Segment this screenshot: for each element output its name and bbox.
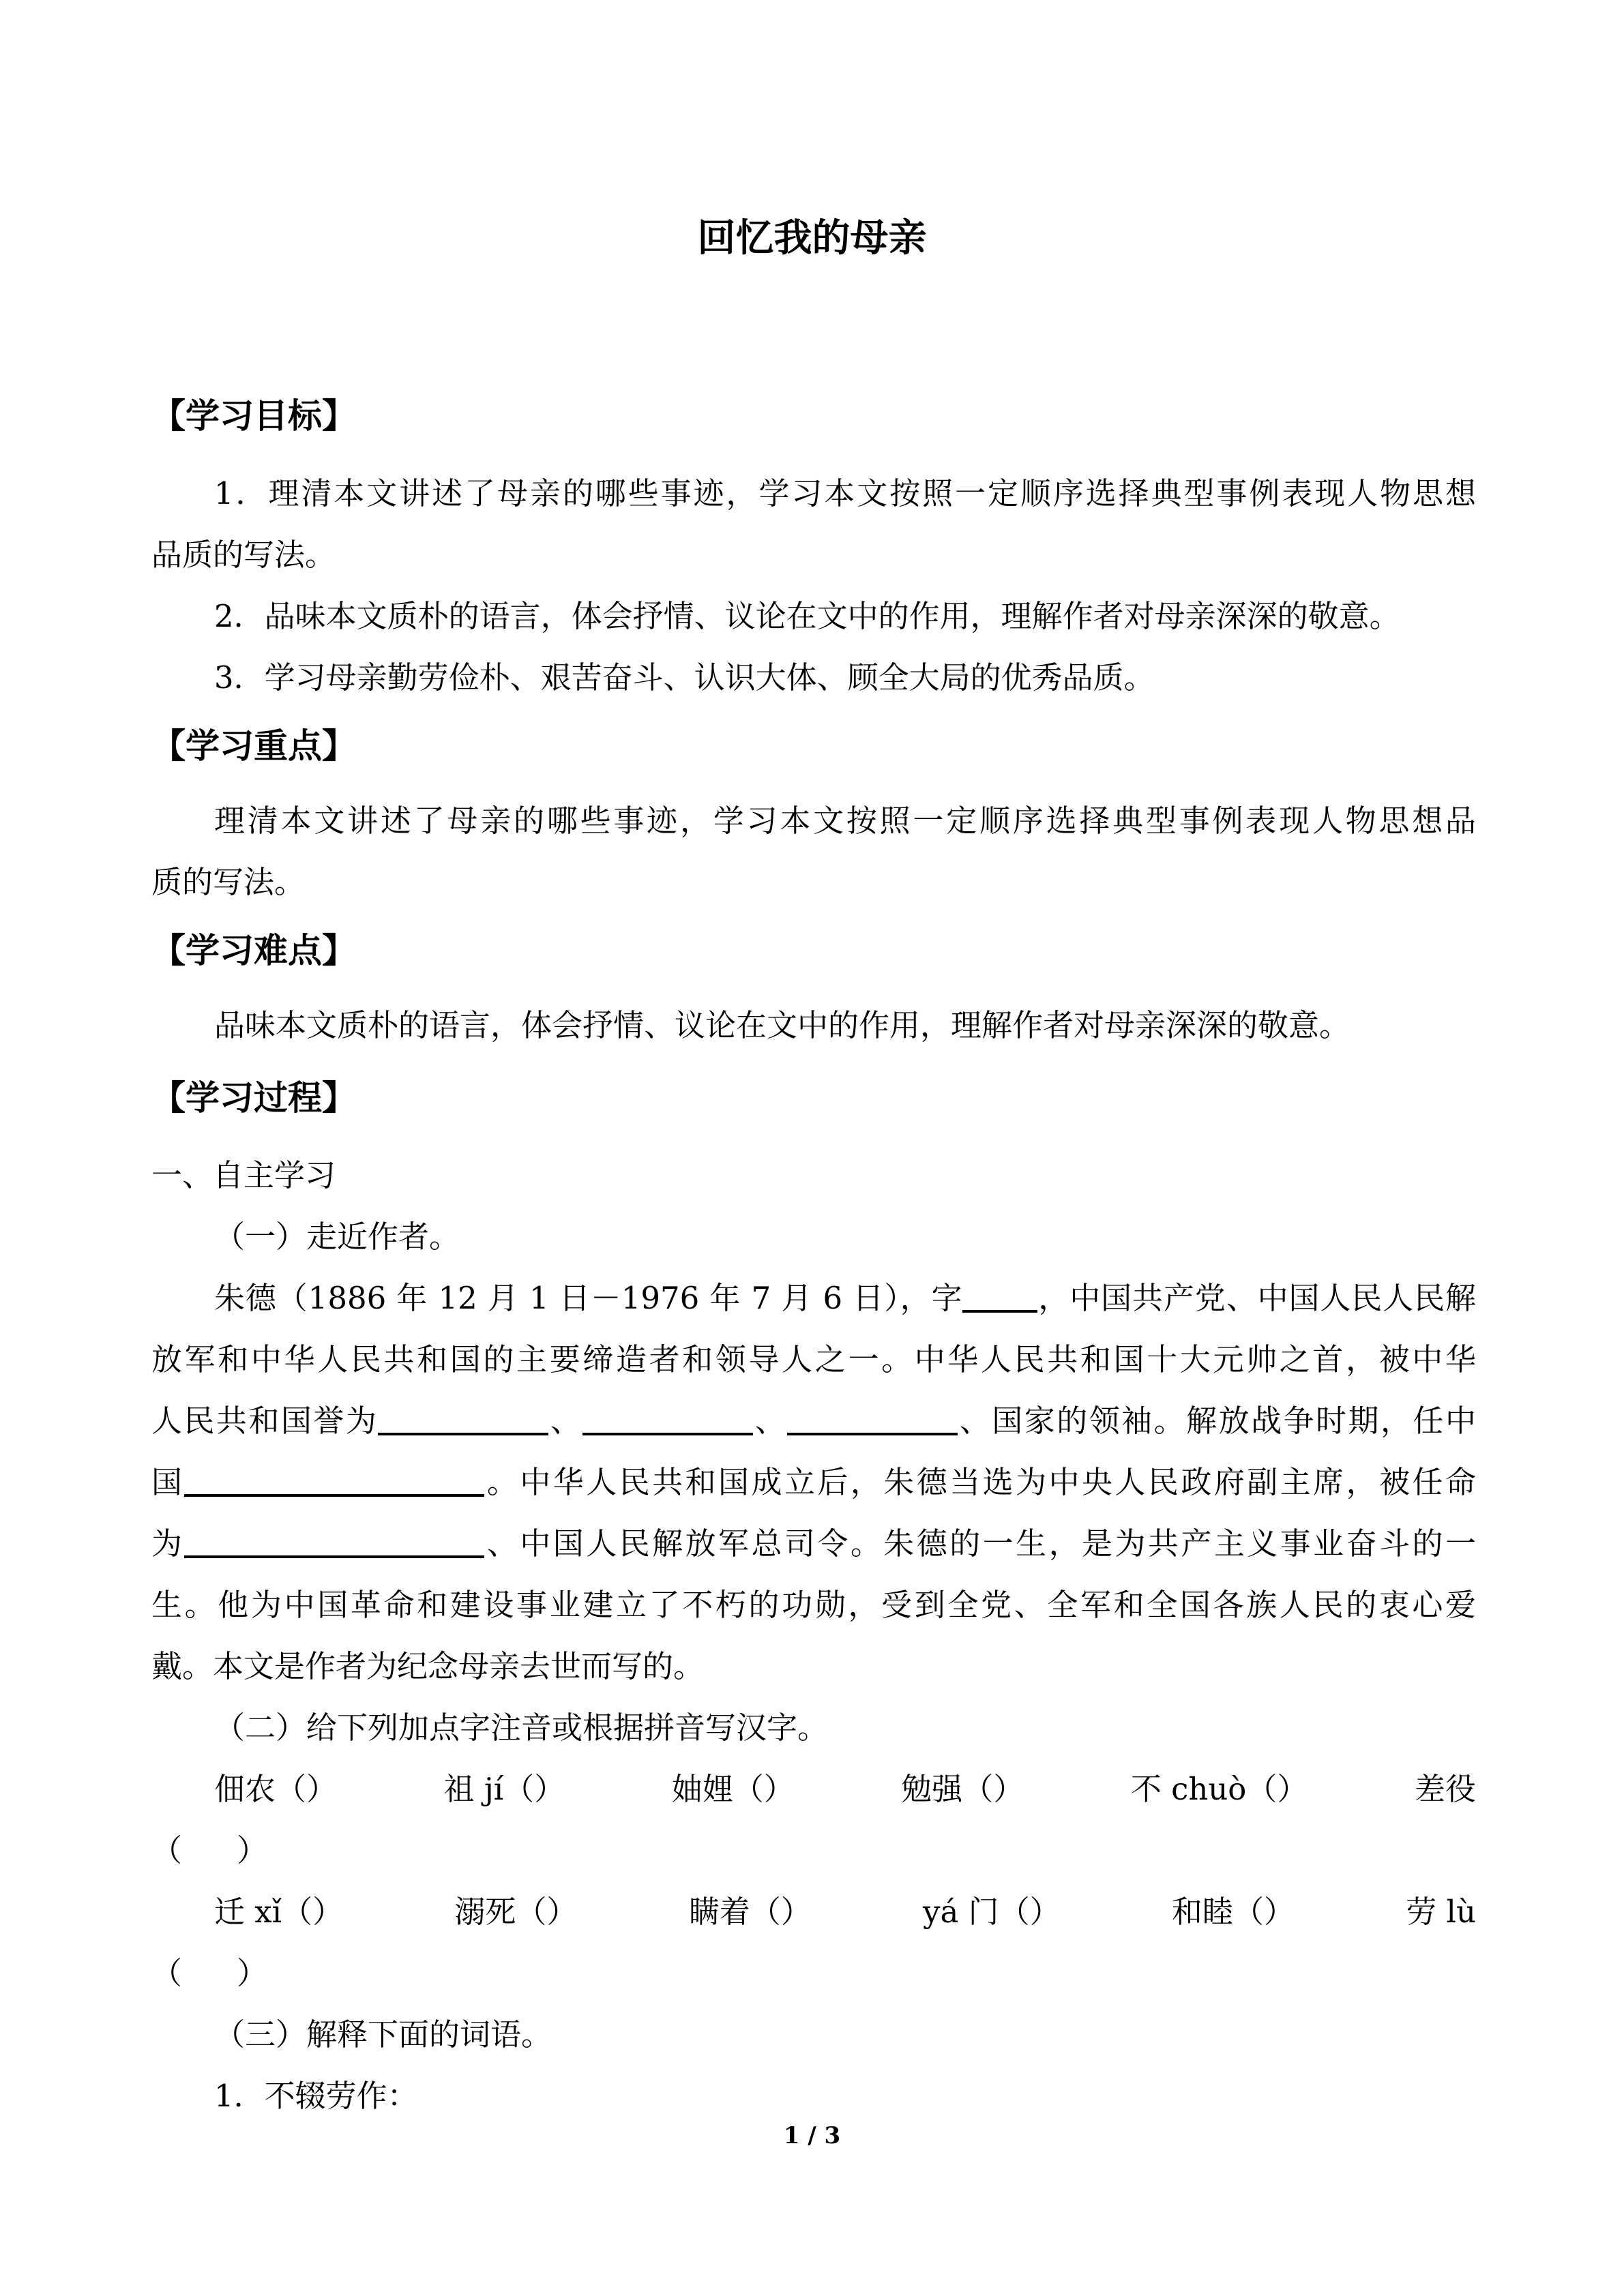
author-line-3 (151, 1401, 1476, 1442)
author-line-5 (151, 1523, 1476, 1564)
goal-item-1-line-2: 品质的写法。 (151, 537, 336, 573)
pinyin-item[interactable]: 妯娌（） (671, 1771, 795, 1807)
pinyin-row-2-wrap[interactable]: （） (151, 1955, 267, 1991)
key-points-heading: 【学习重点】 (151, 726, 356, 766)
courtesy-name-blank[interactable] (962, 1281, 1037, 1313)
goal-item-2: 2．品味本文质朴的语言，体会抒情、议论在文中的作用，理解作者对母亲深深的敬意。 (214, 598, 1400, 634)
author-line-6: 生。他为中国革命和建设事业建立了不朽的功勋，受到全党、全军和全国各族人民的衷心爱 (151, 1587, 1476, 1623)
honor-blank-2[interactable] (582, 1404, 753, 1435)
pinyin-row-1 (214, 1769, 1476, 1810)
vocabulary-term-1: 1．不辍劳作： (214, 2078, 418, 2114)
page-title: 回忆我的母亲 (697, 216, 927, 260)
pinyin-row-1-wrap[interactable]: （） (151, 1832, 267, 1868)
pinyin-item[interactable]: 溺死（） (454, 1894, 578, 1930)
difficulty-line-1: 品味本文质朴的语言，体会抒情、议论在文中的作用，理解作者对母亲深深的敬意。 (214, 1007, 1350, 1043)
author-line-4 (151, 1462, 1476, 1503)
honor-blank-1[interactable] (378, 1404, 548, 1435)
author-line-4-start: 国 (151, 1464, 185, 1500)
pinyin-item[interactable]: 迁 xǐ（） (214, 1894, 344, 1930)
author-line-1-end: ，中国共产党、中国人民人民解 (1037, 1280, 1476, 1316)
goal-item-1-line-1: 1．理清本文讲述了母亲的哪些事迹，学习本文按照一定顺序选择典型事例表现人物思想 (214, 475, 1476, 511)
pinyin-item[interactable]: 勉强（） (901, 1771, 1024, 1807)
war-position-blank[interactable] (184, 1465, 484, 1497)
pinyin-item[interactable]: 佃农（） (214, 1771, 338, 1807)
pinyin-item[interactable]: 瞒着（） (688, 1894, 812, 1930)
appointment-blank[interactable] (184, 1527, 484, 1558)
author-line-5-start: 为 (151, 1525, 185, 1562)
page-number: 1 / 3 (783, 2122, 841, 2149)
pinyin-item[interactable]: yá 门（） (923, 1894, 1061, 1930)
sub-section-author: （一）走近作者。 (214, 1219, 460, 1255)
author-line-7: 戴。本文是作者为纪念母亲去世而写的。 (151, 1648, 705, 1684)
sub-section-vocabulary: （三）解释下面的词语。 (214, 2016, 552, 2053)
author-line-3-end: 、国家的领袖。解放战争时期，任中 (958, 1403, 1476, 1439)
difficulty-heading: 【学习难点】 (151, 931, 356, 970)
key-points-line-2: 质的写法。 (151, 864, 306, 900)
author-line-1 (214, 1278, 1476, 1319)
goals-heading: 【学习目标】 (151, 396, 356, 436)
separator-1: 、 (548, 1403, 583, 1439)
pinyin-item-label: 差役 (1414, 1771, 1476, 1807)
sub-section-pinyin: （二）给下列加点字注音或根据拼音写汉字。 (214, 1710, 829, 1746)
separator-2: 、 (753, 1403, 788, 1439)
author-line-2: 放军和中华人民共和国的主要缔造者和领导人之一。中华人民共和国十大元帅之首，被中华 (151, 1341, 1476, 1377)
goal-item-3: 3．学习母亲勤劳俭朴、艰苦奋斗、认识大体、顾全大局的优秀品质。 (214, 659, 1155, 696)
honor-blank-3[interactable] (787, 1404, 958, 1435)
pinyin-item[interactable]: 和睦（） (1171, 1894, 1295, 1930)
process-heading: 【学习过程】 (151, 1078, 356, 1118)
author-line-1-start: 朱德（1886 年 12 月 1 日－1976 年 7 月 6 日），字 (214, 1280, 963, 1316)
pinyin-item[interactable]: 不 chuò（） (1130, 1771, 1308, 1807)
pinyin-item-label: 劳 lù (1406, 1894, 1476, 1930)
author-line-3-start: 人民共和国誉为 (151, 1403, 379, 1439)
author-line-4-end: 。中华人民共和国成立后，朱德当选为中央人民政府副主席，被任命 (484, 1464, 1476, 1500)
part-self-study: 一、自主学习 (151, 1157, 336, 1193)
pinyin-row-2 (214, 1892, 1476, 1933)
author-line-5-end: 、中国人民解放军总司令。朱德的一生，是为共产主义事业奋斗的一 (484, 1525, 1476, 1562)
key-points-line-1: 理清本文讲述了母亲的哪些事迹，学习本文按照一定顺序选择典型事例表现人物思想品 (214, 803, 1476, 839)
pinyin-item[interactable]: 祖 jí（） (443, 1771, 565, 1807)
